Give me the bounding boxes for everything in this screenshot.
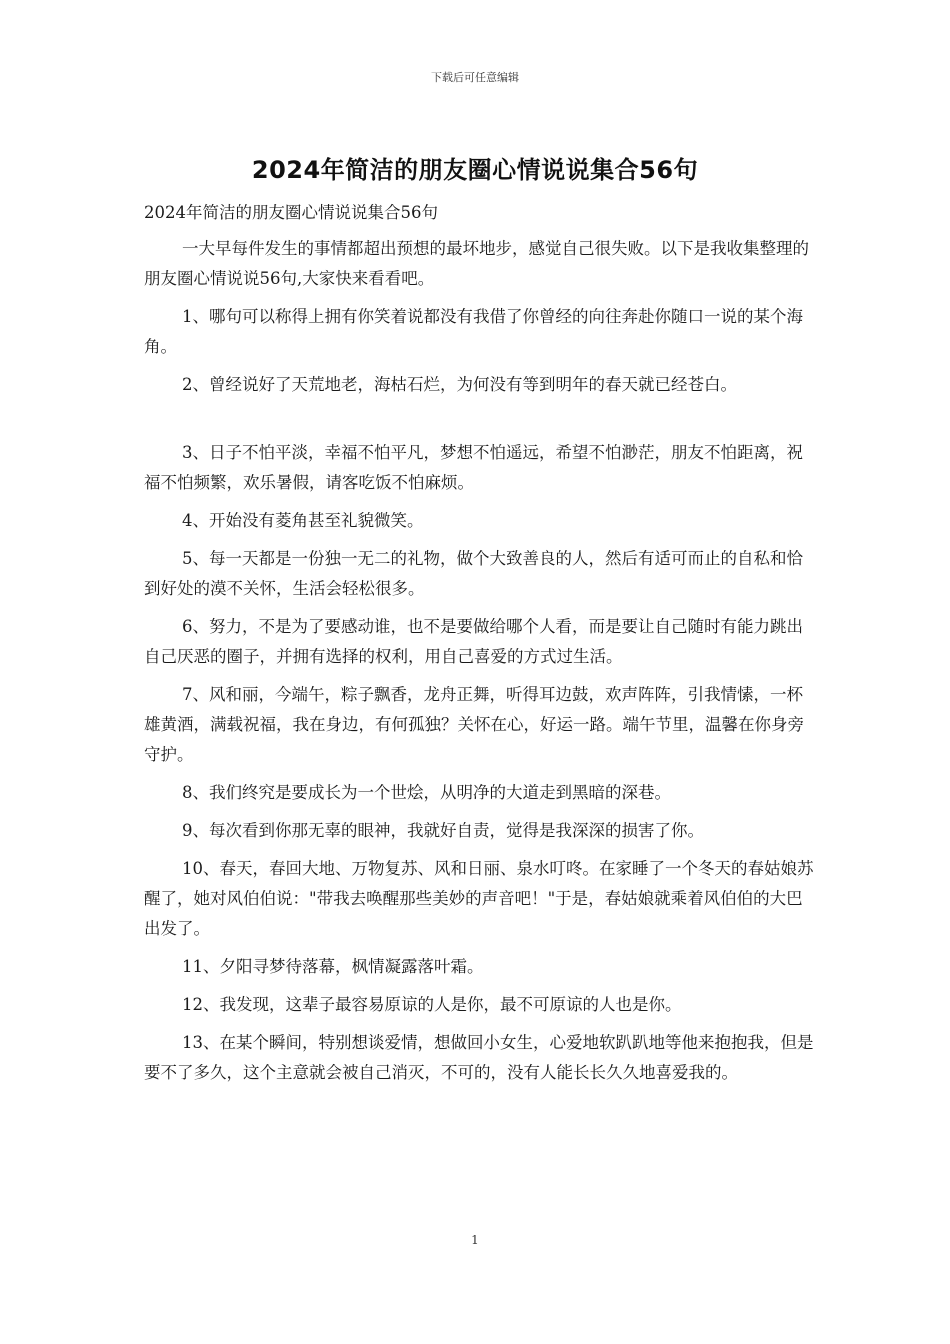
list-item: 8、我们终究是要成长为一个世烩，从明净的大道走到黑暗的深巷。 [182,783,671,802]
list-item: 13、在某个瞬间，特别想谈爱情，想做回小女生，心爱地软趴趴地等他来抱抱我，但是要不了多久，这个主意就会被自己消灭，不可的，没有人能长长久久地喜爱我的。 [144,1033,814,1082]
document-subtitle: 2024年简洁的朋友圈心情说说集合56句 [144,203,438,222]
list-item: 10、春天，春回大地、万物复苏、风和日丽、泉水叮咚。在家睡了一个冬天的春姑娘苏醒了，她对风伯伯说："带我去唤醒那些美妙的声音吧！"于是，春姑娘就乘着风伯伯的大巴出发了。 [144,859,814,938]
list-item: 3、日子不怕平淡，幸福不怕平凡，梦想不怕遥远，希望不怕渺茫，朋友不怕距离，祝福不怕频繁，欢乐暑假，请客吃饭不怕麻烦。 [144,443,803,492]
list-item: 9、每次看到你那无辜的眼神，我就好自责，觉得是我深深的损害了你。 [182,821,704,840]
list-item: 6、努力，不是为了要感动谁，也不是要做给哪个人看，而是要让自己随时有能力跳出自己厌恶的圈子，并拥有选择的权利，用自己喜爱的方式过生活。 [144,617,803,666]
intro-paragraph: 一大早每件发生的事情都超出预想的最坏地步，感觉自己很失败。以下是我收集整理的朋友圈心情说说56句,大家快来看看吧。 [144,239,809,288]
page-number: 1 [471,1233,479,1247]
list-item: 12、我发现，这辈子最容易原谅的人是你，最不可原谅的人也是你。 [182,995,682,1014]
list-item: 2、曾经说好了天荒地老，海枯石烂，为何没有等到明年的春天就已经苍白。 [182,375,737,394]
document-title: 2024年简洁的朋友圈心情说说集合56句 [251,156,699,184]
page-header-note: 下载后可任意编辑 [431,71,519,84]
document-body [144,198,814,1096]
list-item: 1、哪句可以称得上拥有你笑着说都没有我借了你曾经的向往奔赴你随口一说的某个海角。 [144,307,803,356]
list-item: 4、开始没有菱角甚至礼貌微笑。 [182,511,424,530]
list-item: 11、夕阳寻梦待落幕，枫情凝露落叶霜。 [182,957,484,976]
list-item: 7、风和丽，今端午，粽子飘香，龙舟正舞，听得耳边鼓，欢声阵阵，引我情愫，一杯雄黄酒，满载祝福，我在身边，有何孤独？关怀在心，好运一路。端午节里，温馨在你身旁守护。 [144,685,804,764]
list-item: 5、每一天都是一份独一无二的礼物，做个大致善良的人，然后有适可而止的自私和恰到好处的漠不关怀，生活会轻松很多。 [144,549,803,598]
